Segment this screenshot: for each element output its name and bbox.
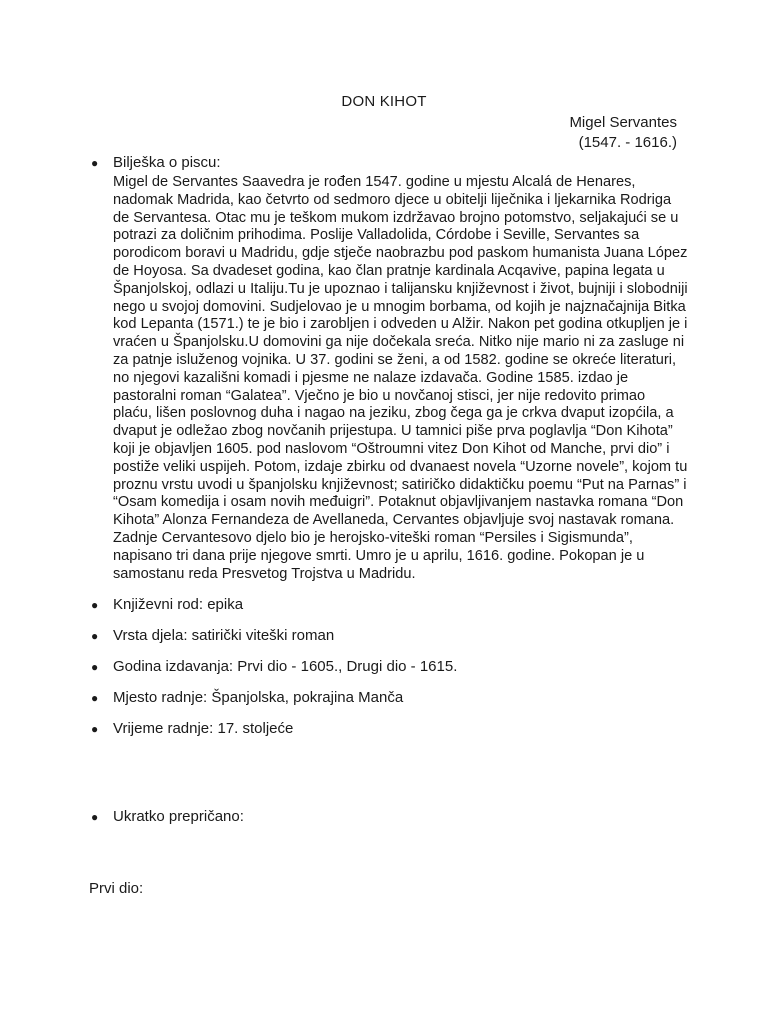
- list-item: [89, 720, 689, 738]
- list-item-text: Godina izdavanja: Prvi dio - 1605., Drugi dio - 1615.: [113, 658, 458, 676]
- first-part-label: Prvi dio:: [89, 880, 144, 897]
- bullet-icon: ●: [91, 660, 99, 675]
- bullet-icon: ●: [91, 156, 99, 170]
- list-item-summary: [89, 808, 689, 826]
- bullet-icon: ●: [91, 629, 99, 644]
- bullet-icon: ●: [91, 691, 99, 706]
- list-item: [89, 658, 689, 676]
- summary-heading: Ukratko prepričano:: [113, 808, 244, 826]
- bullet-icon: ●: [91, 598, 99, 613]
- author-name: Migel Servantes: [569, 114, 677, 131]
- bullet-icon: ●: [91, 722, 99, 737]
- list-item-text: Vrsta djela: satirički viteški roman: [113, 627, 335, 645]
- author-years: (1547. - 1616.): [578, 134, 677, 151]
- list-item: [89, 627, 689, 645]
- list-item-text: Književni rod: epika: [113, 596, 244, 614]
- bullet-list: [89, 154, 689, 826]
- list-item: [89, 596, 689, 614]
- list-item-text: Mjesto radnje: Španjolska, pokrajina Manča: [113, 689, 404, 707]
- bullet-icon: ●: [91, 810, 99, 825]
- list-item-text: Vrijeme radnje: 17. stoljeće: [113, 720, 294, 738]
- list-item: [89, 689, 689, 707]
- bio-heading: Bilješka o piscu:: [113, 154, 221, 171]
- bio-paragraph: Migel de Servantes Saavedra je rođen 1547. godine u mjestu Alcalá de Henares, nadomak Madrida, kao četvrto od sedmoro djece u obitelji liječnika i ljekarnika Rodriga de Servantesa. Otac mu je teškom mukom izdržavao brojno potomstvo, seljakajući se u potrazi za doličnim prihodima. Poslije Valladolida, Córdobe i Seville, Servantes sa porodicom boravi u Madridu, gdje stječe naobrazbu pod paskom humanista Juana López de Hoyosa. Sa dvadeset godina, kao član pratnje kardinala Acqavive, papina legata u Španjolskoj, odlazi u Italiju.Tu je upoznao i talijansku književnost i život, bujniji i slobodniji nego u svojoj domovini. Sudjelovao je u mnogim borbama, od kojih je najznačajnija Bitka kod Lepanta (1571.) te je bio i zarobljen i odveden u Alžir. Nakon pet godina otkupljen je i vraćen u Španjolsku.U domovini ga nije dočekala sreća. Nitko nije mario ni za zasluge ni za patnje isluženog vojnika. U 37. godini se ženi, a od 1582. godine se okreće literaturi, no njegovi kazališni komadi i pjesme ne nalaze izdavača. Godine 1585. izdao je pastoralni roman “Galatea”. Vječno je bio u novčanoj stisci, jer nije redovito primao plaću, lišen poslovnog duha i nagao na jeziku, zbog čega ga je crkva dvaput izopćila, a dvaput je odležao zbog novčanih prijestupa. U tamnici piše prva poglavlja “Don Kihota” koji je objavljen 1605. pod naslovom “Oštroumni vitez Don Kihot od Manche, prvi dio” i postiže veliki uspijeh. Potom, izdaje zbirku od dvanaest novela “Uzorne novele”, kojom tu proznu vrstu uvodi u španjolsku književnost; satiričko didaktičku poemu “Put na Parnas” i “Osam komedija i osam novih međuigri”. Potaknut objavljivanjem nastavka romana “Don Kihota” Alonza Fernandeza de Avellaneda, Cervantes objavljuje svoj nastavak romana. Zadnje Cervantesovo djelo bio je herojsko-viteški roman “Persiles i Sigismunda”, napisano tri dana prije njegove smrti. Umro je u aprilu, 1616. godine. Pokopan je u samostanu reda Presvetog Trojstva u Madridu.: [113, 174, 688, 582]
- list-item-bio: [89, 154, 689, 583]
- author-block: [569, 113, 677, 153]
- document-title: DON KIHOT: [341, 93, 427, 110]
